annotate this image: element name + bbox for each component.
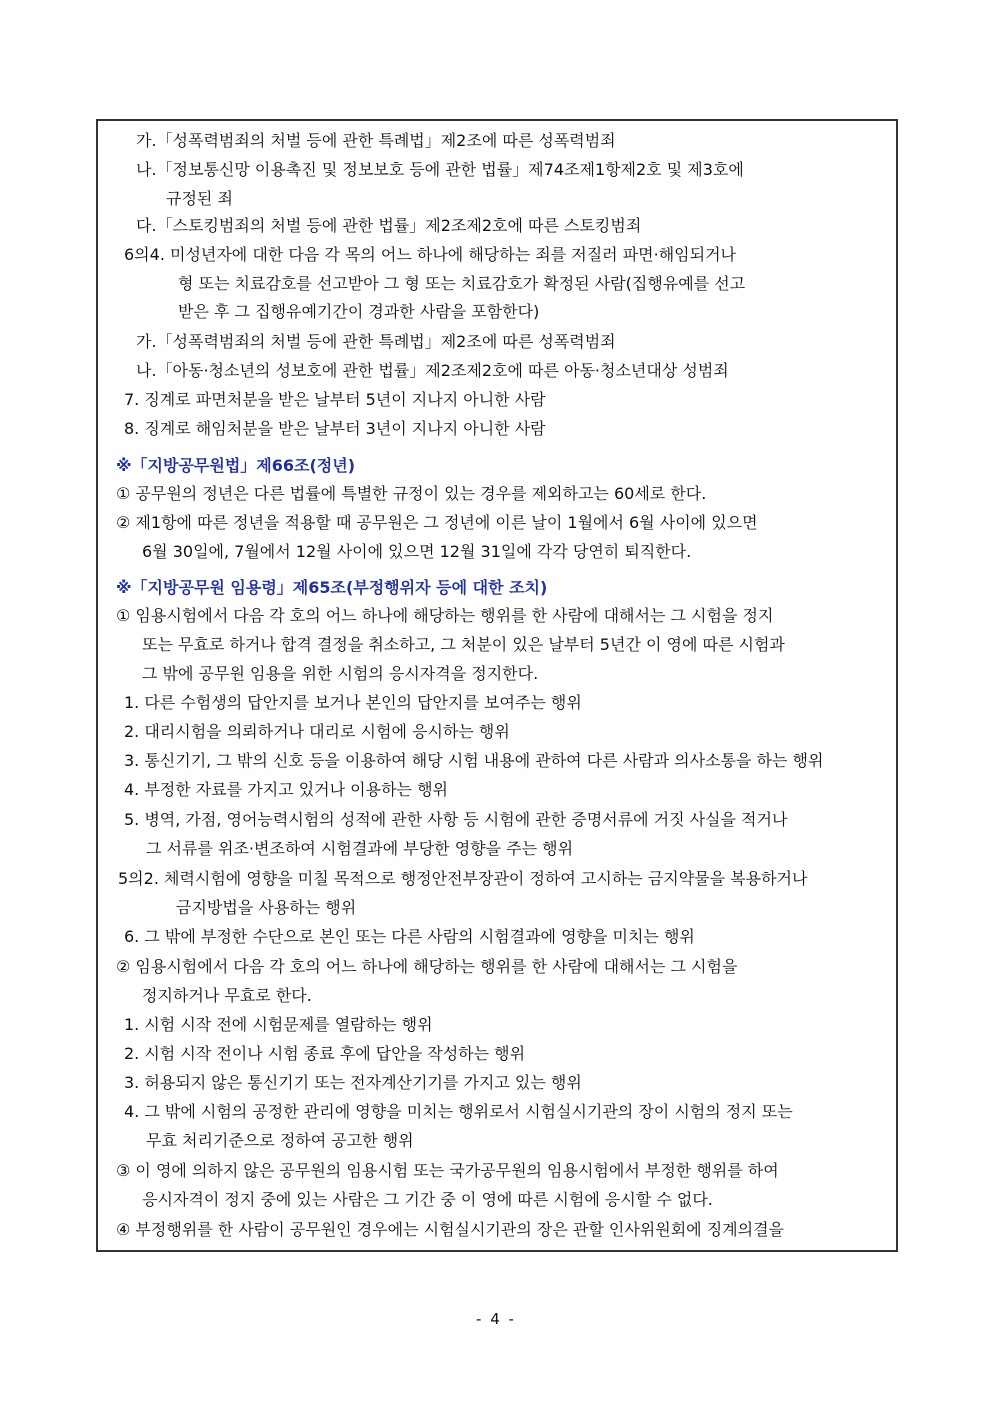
section-65-heading: ※「지방공무원 임용령」제65조(부정행위자 등에 대한 조치) [116, 578, 548, 597]
sec65-item-6: 6. 그 밖에 부정한 수단으로 본인 또는 다른 사람의 시험결과에 영향을 미치는 행위 [124, 927, 695, 946]
sec65-para1-line1: ① 임용시험에서 다음 각 호의 어느 하나에 해당하는 행위를 한 사람에 대해서는 그 시험을 정지 [116, 606, 774, 625]
item-7: 7. 징계로 파면처분을 받은 날부터 5년이 지나지 아니한 사람 [124, 390, 546, 409]
item-6-4-line3: 받은 후 그 집행유예기간이 경과한 사람을 포함한다) [178, 302, 540, 321]
sec65-para2-item-4-line2: 무효 처리기준으로 정하여 공고한 행위 [146, 1131, 414, 1150]
item-na-line2: 규정된 죄 [166, 189, 233, 208]
sec65-para1-line2: 또는 무효로 하거나 합격 결정을 취소하고, 그 처분이 있은 날부터 5년간 이 영에 따른 시험과 [142, 635, 785, 654]
sec65-item-5-2-line1: 5의2. 체력시험에 영향을 미칠 목적으로 행정안전부장관이 정하여 고시하는 금지약물을 복용하거나 [118, 869, 808, 888]
sec65-para3-line1: ③ 이 영에 의하지 않은 공무원의 임용시험 또는 국가공무원의 임용시험에서 부정한 행위를 하여 [116, 1161, 779, 1180]
sec65-para2-line1: ② 임용시험에서 다음 각 호의 어느 하나에 해당하는 행위를 한 사람에 대해서는 그 시험을 [116, 957, 738, 976]
page-number: - 4 - [476, 1310, 516, 1328]
sec65-para4-line1: ④ 부정행위를 한 사람이 공무원인 경우에는 시험실시기관의 장은 관할 인사위원회에 징계의결을 [116, 1220, 784, 1239]
item-na-line1: 나.「정보통신망 이용촉진 및 정보보호 등에 관한 법률」제74조제1항제2호 및 제3호에 [136, 160, 744, 179]
item-8: 8. 징계로 해임처분을 받은 날부터 3년이 지나지 아니한 사람 [124, 419, 546, 438]
item-6-4-na: 나.「아동·청소년의 성보호에 관한 법률」제2조제2호에 따른 아동·청소년대상 성범죄 [136, 361, 729, 380]
section-66-heading: ※「지방공무원법」제66조(정년) [116, 456, 356, 475]
sec65-item-3: 3. 통신기기, 그 밖의 신호 등을 이용하여 해당 시험 내용에 관하여 다른 사람과 의사소통을 하는 행위 [124, 751, 824, 770]
sec65-item-5-line2: 그 서류를 위조·변조하여 시험결과에 부당한 영향을 주는 행위 [146, 839, 574, 858]
item-da: 다.「스토킹범죄의 처벌 등에 관한 법률」제2조제2호에 따른 스토킹범죄 [136, 216, 642, 235]
item-ga: 가.「성폭력범죄의 처벌 등에 관한 특례법」제2조에 따른 성폭력범죄 [136, 131, 616, 150]
sec65-para2-item-4-line1: 4. 그 밖에 시험의 공정한 관리에 영향을 미치는 행위로서 시험실시기관의 장이 시험의 정지 또는 [124, 1102, 793, 1121]
sec65-para2-item-3: 3. 허용되지 않은 통신기기 또는 전자계산기기를 가지고 있는 행위 [124, 1073, 582, 1092]
sec66-para2-line2: 6월 30일에, 7월에서 12월 사이에 있으면 12월 31일에 각각 당연히 퇴직한다. [142, 542, 692, 561]
sec65-item-1: 1. 다른 수험생의 답안지를 보거나 본인의 답안지를 보여주는 행위 [124, 693, 582, 712]
sec65-para1-line3: 그 밖에 공무원 임용을 위한 시험의 응시자격을 정지한다. [142, 664, 539, 683]
sec65-para2-item-1: 1. 시험 시작 전에 시험문제를 열람하는 행위 [124, 1015, 433, 1034]
sec65-para3-line2: 응시자격이 정지 중에 있는 사람은 그 기간 중 이 영에 따른 시험에 응시할 수 없다. [142, 1190, 713, 1209]
sec65-item-4: 4. 부정한 자료를 가지고 있거나 이용하는 행위 [124, 780, 448, 799]
sec65-item-5-2-line2: 금지방법을 사용하는 행위 [176, 898, 357, 917]
sec65-para2-item-2: 2. 시험 시작 전이나 시험 종료 후에 답안을 작성하는 행위 [124, 1044, 526, 1063]
sec65-item-5-line1: 5. 병역, 가점, 영어능력시험의 성적에 관한 사항 등 시험에 관한 증명서류에 거짓 사실을 적거나 [124, 810, 788, 829]
sec65-item-2: 2. 대리시험을 의뢰하거나 대리로 시험에 응시하는 행위 [124, 722, 510, 741]
item-6-4-ga: 가.「성폭력범죄의 처벌 등에 관한 특례법」제2조에 따른 성폭력범죄 [136, 332, 616, 351]
sec65-para2-line2: 정지하거나 무효로 한다. [142, 986, 312, 1005]
item-6-4-line1: 6의4. 미성년자에 대한 다음 각 목의 어느 하나에 해당하는 죄를 저질러 파면·해임되거나 [124, 245, 736, 264]
sec66-para1: ① 공무원의 정년은 다른 법률에 특별한 규정이 있는 경우를 제외하고는 60세로 한다. [116, 484, 707, 503]
sec66-para2-line1: ② 제1항에 따른 정년을 적용할 때 공무원은 그 정년에 이른 날이 1월에서 6월 사이에 있으면 [116, 513, 758, 532]
item-6-4-line2: 형 또는 치료감호를 선고받아 그 형 또는 치료감호가 확정된 사람(집행유예를 선고 [178, 274, 746, 293]
